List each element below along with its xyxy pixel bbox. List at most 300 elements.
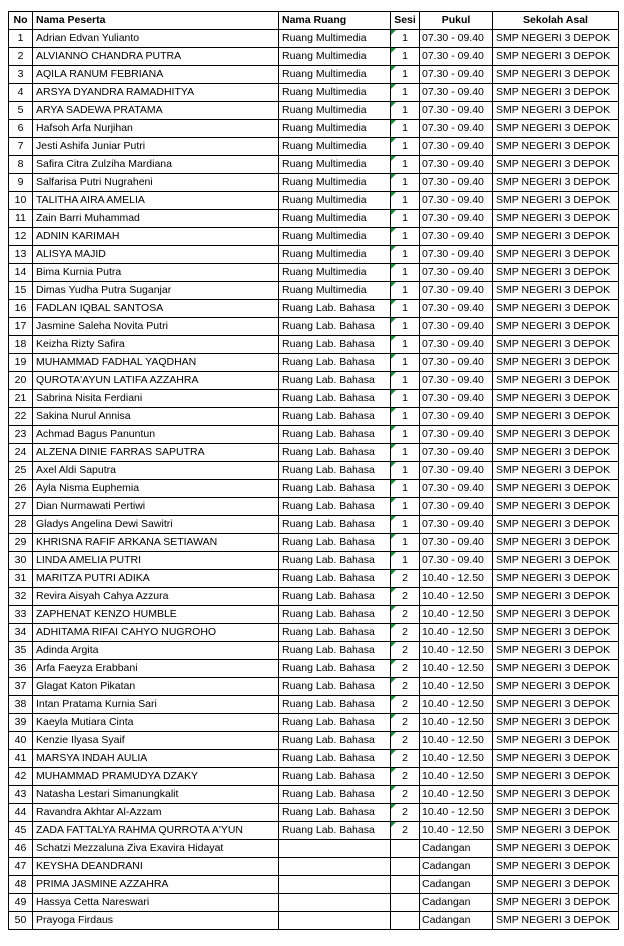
cell-pukul[interactable] [420,732,493,750]
cell-pukul[interactable] [420,300,493,318]
cell-pukul[interactable] [420,696,493,714]
cell-nama-peserta[interactable] [33,336,279,354]
cell-sesi[interactable] [391,714,420,732]
cell-nama-ruang[interactable] [279,174,391,192]
cell-nama-ruang[interactable] [279,858,391,876]
cell-sekolah-asal[interactable] [493,732,619,750]
cell-sesi[interactable] [391,354,420,372]
cell-nama-peserta[interactable] [33,588,279,606]
cell-sesi[interactable] [391,858,420,876]
cell-sekolah-asal[interactable] [493,192,619,210]
header-nama-peserta[interactable]: Nama Peserta [33,12,279,30]
cell-nama-peserta[interactable] [33,804,279,822]
cell-nama-ruang[interactable] [279,138,391,156]
cell-pukul[interactable] [420,408,493,426]
cell-sekolah-asal[interactable] [493,300,619,318]
cell-no[interactable] [9,30,33,48]
cell-nama-peserta[interactable] [33,714,279,732]
cell-nama-peserta[interactable] [33,858,279,876]
cell-nama-peserta[interactable] [33,300,279,318]
cell-no[interactable] [9,516,33,534]
cell-no[interactable] [9,390,33,408]
cell-nama-peserta[interactable] [33,606,279,624]
cell-no[interactable] [9,534,33,552]
cell-nama-peserta[interactable] [33,66,279,84]
header-no[interactable]: No [9,12,33,30]
header-nama-ruang[interactable]: Nama Ruang [279,12,391,30]
header-pukul[interactable]: Pukul [420,12,493,30]
cell-nama-peserta[interactable] [33,192,279,210]
cell-sesi[interactable] [391,426,420,444]
cell-pukul[interactable] [420,192,493,210]
cell-pukul[interactable] [420,570,493,588]
cell-nama-peserta[interactable] [33,48,279,66]
cell-sekolah-asal[interactable] [493,462,619,480]
cell-sekolah-asal[interactable] [493,678,619,696]
cell-sekolah-asal[interactable] [493,156,619,174]
cell-sesi[interactable] [391,624,420,642]
cell-no[interactable] [9,336,33,354]
cell-pukul[interactable] [420,912,493,930]
cell-nama-ruang[interactable] [279,786,391,804]
cell-sekolah-asal[interactable] [493,894,619,912]
cell-no[interactable] [9,408,33,426]
cell-no[interactable] [9,678,33,696]
cell-nama-peserta[interactable] [33,678,279,696]
cell-no[interactable] [9,462,33,480]
cell-no[interactable] [9,228,33,246]
cell-sekolah-asal[interactable] [493,642,619,660]
cell-nama-ruang[interactable] [279,606,391,624]
cell-sekolah-asal[interactable] [493,750,619,768]
cell-sesi[interactable] [391,750,420,768]
cell-pukul[interactable] [420,804,493,822]
cell-no[interactable] [9,876,33,894]
cell-no[interactable] [9,570,33,588]
cell-sesi[interactable] [391,174,420,192]
cell-nama-ruang[interactable] [279,480,391,498]
cell-pukul[interactable] [420,750,493,768]
cell-pukul[interactable] [420,840,493,858]
cell-sekolah-asal[interactable] [493,372,619,390]
cell-nama-ruang[interactable] [279,210,391,228]
cell-sekolah-asal[interactable] [493,30,619,48]
cell-sekolah-asal[interactable] [493,840,619,858]
cell-no[interactable] [9,894,33,912]
cell-pukul[interactable] [420,858,493,876]
cell-nama-ruang[interactable] [279,768,391,786]
cell-nama-peserta[interactable] [33,660,279,678]
cell-sesi[interactable] [391,228,420,246]
cell-no[interactable] [9,786,33,804]
cell-sesi[interactable] [391,552,420,570]
cell-sesi[interactable] [391,570,420,588]
cell-sesi[interactable] [391,444,420,462]
cell-nama-peserta[interactable] [33,876,279,894]
cell-sekolah-asal[interactable] [493,246,619,264]
cell-nama-ruang[interactable] [279,84,391,102]
cell-sesi[interactable] [391,516,420,534]
cell-pukul[interactable] [420,714,493,732]
cell-sesi[interactable] [391,300,420,318]
cell-nama-peserta[interactable] [33,696,279,714]
cell-sesi[interactable] [391,912,420,930]
cell-pukul[interactable] [420,444,493,462]
cell-no[interactable] [9,732,33,750]
cell-pukul[interactable] [420,678,493,696]
cell-nama-ruang[interactable] [279,912,391,930]
cell-pukul[interactable] [420,498,493,516]
cell-pukul[interactable] [420,372,493,390]
cell-no[interactable] [9,102,33,120]
cell-pukul[interactable] [420,390,493,408]
cell-sekolah-asal[interactable] [493,822,619,840]
cell-sesi[interactable] [391,804,420,822]
cell-no[interactable] [9,912,33,930]
cell-nama-peserta[interactable] [33,912,279,930]
cell-pukul[interactable] [420,30,493,48]
cell-pukul[interactable] [420,516,493,534]
cell-sekolah-asal[interactable] [493,876,619,894]
cell-sesi[interactable] [391,660,420,678]
cell-nama-ruang[interactable] [279,48,391,66]
cell-sesi[interactable] [391,768,420,786]
cell-sekolah-asal[interactable] [493,228,619,246]
cell-nama-ruang[interactable] [279,876,391,894]
cell-nama-ruang[interactable] [279,66,391,84]
cell-nama-ruang[interactable] [279,426,391,444]
cell-sesi[interactable] [391,642,420,660]
cell-sekolah-asal[interactable] [493,102,619,120]
cell-nama-ruang[interactable] [279,228,391,246]
cell-sesi[interactable] [391,264,420,282]
cell-sesi[interactable] [391,696,420,714]
cell-no[interactable] [9,120,33,138]
cell-nama-ruang[interactable] [279,624,391,642]
cell-nama-ruang[interactable] [279,552,391,570]
cell-no[interactable] [9,210,33,228]
cell-sekolah-asal[interactable] [493,480,619,498]
cell-sesi[interactable] [391,822,420,840]
cell-nama-ruang[interactable] [279,804,391,822]
cell-sesi[interactable] [391,48,420,66]
cell-no[interactable] [9,642,33,660]
header-sesi[interactable]: Sesi [391,12,420,30]
cell-sekolah-asal[interactable] [493,552,619,570]
cell-sekolah-asal[interactable] [493,318,619,336]
cell-nama-ruang[interactable] [279,696,391,714]
cell-nama-peserta[interactable] [33,552,279,570]
cell-nama-peserta[interactable] [33,84,279,102]
cell-sesi[interactable] [391,84,420,102]
cell-nama-peserta[interactable] [33,30,279,48]
cell-sesi[interactable] [391,480,420,498]
cell-sesi[interactable] [391,408,420,426]
cell-sekolah-asal[interactable] [493,624,619,642]
cell-pukul[interactable] [420,822,493,840]
cell-sekolah-asal[interactable] [493,768,619,786]
cell-sesi[interactable] [391,246,420,264]
cell-pukul[interactable] [420,534,493,552]
cell-sesi[interactable] [391,120,420,138]
cell-sesi[interactable] [391,192,420,210]
cell-no[interactable] [9,840,33,858]
cell-nama-peserta[interactable] [33,624,279,642]
cell-sekolah-asal[interactable] [493,120,619,138]
cell-no[interactable] [9,714,33,732]
cell-nama-peserta[interactable] [33,318,279,336]
cell-no[interactable] [9,246,33,264]
cell-nama-peserta[interactable] [33,264,279,282]
cell-pukul[interactable] [420,318,493,336]
cell-pukul[interactable] [420,228,493,246]
cell-nama-ruang[interactable] [279,354,391,372]
cell-no[interactable] [9,480,33,498]
cell-nama-peserta[interactable] [33,534,279,552]
cell-sekolah-asal[interactable] [493,282,619,300]
cell-no[interactable] [9,426,33,444]
cell-sekolah-asal[interactable] [493,660,619,678]
cell-sesi[interactable] [391,462,420,480]
cell-sekolah-asal[interactable] [493,588,619,606]
cell-nama-peserta[interactable] [33,462,279,480]
cell-pukul[interactable] [420,624,493,642]
cell-no[interactable] [9,444,33,462]
cell-no[interactable] [9,588,33,606]
cell-nama-ruang[interactable] [279,570,391,588]
cell-sekolah-asal[interactable] [493,498,619,516]
cell-pukul[interactable] [420,462,493,480]
cell-no[interactable] [9,354,33,372]
cell-pukul[interactable] [420,894,493,912]
cell-nama-peserta[interactable] [33,426,279,444]
cell-nama-ruang[interactable] [279,642,391,660]
cell-nama-peserta[interactable] [33,282,279,300]
cell-nama-peserta[interactable] [33,480,279,498]
cell-nama-peserta[interactable] [33,786,279,804]
cell-no[interactable] [9,606,33,624]
cell-sesi[interactable] [391,606,420,624]
cell-no[interactable] [9,858,33,876]
cell-no[interactable] [9,48,33,66]
cell-nama-ruang[interactable] [279,390,391,408]
header-sekolah-asal[interactable]: Sekolah Asal [493,12,619,30]
cell-sekolah-asal[interactable] [493,804,619,822]
cell-sesi[interactable] [391,534,420,552]
cell-nama-peserta[interactable] [33,156,279,174]
cell-pukul[interactable] [420,588,493,606]
cell-sekolah-asal[interactable] [493,84,619,102]
cell-nama-ruang[interactable] [279,246,391,264]
cell-nama-peserta[interactable] [33,174,279,192]
cell-nama-peserta[interactable] [33,120,279,138]
cell-nama-ruang[interactable] [279,750,391,768]
cell-sekolah-asal[interactable] [493,336,619,354]
cell-sekolah-asal[interactable] [493,354,619,372]
cell-sesi[interactable] [391,372,420,390]
cell-no[interactable] [9,264,33,282]
cell-pukul[interactable] [420,354,493,372]
cell-nama-peserta[interactable] [33,570,279,588]
cell-nama-ruang[interactable] [279,372,391,390]
cell-nama-ruang[interactable] [279,678,391,696]
cell-no[interactable] [9,84,33,102]
cell-sesi[interactable] [391,876,420,894]
cell-nama-peserta[interactable] [33,894,279,912]
cell-nama-ruang[interactable] [279,732,391,750]
cell-sesi[interactable] [391,156,420,174]
cell-sekolah-asal[interactable] [493,570,619,588]
cell-pukul[interactable] [420,282,493,300]
cell-nama-ruang[interactable] [279,336,391,354]
cell-pukul[interactable] [420,264,493,282]
cell-sesi[interactable] [391,66,420,84]
cell-sesi[interactable] [391,894,420,912]
cell-pukul[interactable] [420,48,493,66]
cell-pukul[interactable] [420,876,493,894]
cell-pukul[interactable] [420,336,493,354]
cell-nama-ruang[interactable] [279,462,391,480]
cell-pukul[interactable] [420,552,493,570]
cell-nama-peserta[interactable] [33,408,279,426]
cell-sesi[interactable] [391,210,420,228]
cell-nama-peserta[interactable] [33,750,279,768]
cell-no[interactable] [9,282,33,300]
cell-nama-ruang[interactable] [279,840,391,858]
cell-no[interactable] [9,822,33,840]
cell-sekolah-asal[interactable] [493,858,619,876]
cell-no[interactable] [9,66,33,84]
cell-nama-ruang[interactable] [279,156,391,174]
cell-pukul[interactable] [420,84,493,102]
cell-pukul[interactable] [420,660,493,678]
cell-nama-ruang[interactable] [279,822,391,840]
cell-sekolah-asal[interactable] [493,426,619,444]
cell-no[interactable] [9,174,33,192]
cell-no[interactable] [9,624,33,642]
cell-sekolah-asal[interactable] [493,408,619,426]
cell-nama-ruang[interactable] [279,264,391,282]
cell-no[interactable] [9,498,33,516]
cell-sesi[interactable] [391,732,420,750]
cell-nama-ruang[interactable] [279,300,391,318]
cell-nama-ruang[interactable] [279,318,391,336]
cell-nama-peserta[interactable] [33,516,279,534]
cell-sekolah-asal[interactable] [493,912,619,930]
cell-sekolah-asal[interactable] [493,696,619,714]
cell-pukul[interactable] [420,138,493,156]
cell-sesi[interactable] [391,30,420,48]
cell-nama-peserta[interactable] [33,840,279,858]
cell-nama-ruang[interactable] [279,408,391,426]
cell-nama-peserta[interactable] [33,102,279,120]
cell-sekolah-asal[interactable] [493,390,619,408]
cell-sekolah-asal[interactable] [493,444,619,462]
cell-pukul[interactable] [420,768,493,786]
cell-nama-ruang[interactable] [279,894,391,912]
cell-nama-ruang[interactable] [279,660,391,678]
cell-pukul[interactable] [420,246,493,264]
cell-sekolah-asal[interactable] [493,534,619,552]
cell-nama-ruang[interactable] [279,102,391,120]
cell-sesi[interactable] [391,390,420,408]
cell-sesi[interactable] [391,138,420,156]
cell-sesi[interactable] [391,102,420,120]
cell-nama-ruang[interactable] [279,516,391,534]
cell-nama-peserta[interactable] [33,822,279,840]
cell-no[interactable] [9,372,33,390]
cell-nama-ruang[interactable] [279,588,391,606]
cell-nama-peserta[interactable] [33,138,279,156]
cell-nama-ruang[interactable] [279,534,391,552]
cell-sekolah-asal[interactable] [493,210,619,228]
cell-sesi[interactable] [391,840,420,858]
cell-pukul[interactable] [420,66,493,84]
cell-nama-peserta[interactable] [33,444,279,462]
cell-no[interactable] [9,750,33,768]
cell-sekolah-asal[interactable] [493,714,619,732]
cell-nama-ruang[interactable] [279,120,391,138]
cell-pukul[interactable] [420,156,493,174]
cell-pukul[interactable] [420,120,493,138]
cell-nama-ruang[interactable] [279,282,391,300]
cell-no[interactable] [9,768,33,786]
cell-sekolah-asal[interactable] [493,174,619,192]
cell-pukul[interactable] [420,174,493,192]
cell-sekolah-asal[interactable] [493,516,619,534]
cell-nama-ruang[interactable] [279,192,391,210]
cell-sekolah-asal[interactable] [493,66,619,84]
cell-sesi[interactable] [391,498,420,516]
cell-sesi[interactable] [391,786,420,804]
cell-sekolah-asal[interactable] [493,264,619,282]
cell-no[interactable] [9,552,33,570]
cell-nama-ruang[interactable] [279,498,391,516]
cell-nama-ruang[interactable] [279,714,391,732]
cell-sekolah-asal[interactable] [493,138,619,156]
cell-sekolah-asal[interactable] [493,606,619,624]
cell-nama-ruang[interactable] [279,30,391,48]
cell-nama-peserta[interactable] [33,390,279,408]
cell-pukul[interactable] [420,210,493,228]
cell-no[interactable] [9,300,33,318]
cell-sesi[interactable] [391,336,420,354]
cell-nama-peserta[interactable] [33,732,279,750]
cell-nama-peserta[interactable] [33,372,279,390]
cell-no[interactable] [9,660,33,678]
cell-nama-ruang[interactable] [279,444,391,462]
cell-sesi[interactable] [391,318,420,336]
cell-sekolah-asal[interactable] [493,48,619,66]
cell-no[interactable] [9,156,33,174]
cell-sekolah-asal[interactable] [493,786,619,804]
cell-pukul[interactable] [420,426,493,444]
cell-nama-peserta[interactable] [33,210,279,228]
cell-nama-peserta[interactable] [33,228,279,246]
cell-no[interactable] [9,318,33,336]
cell-no[interactable] [9,804,33,822]
cell-pukul[interactable] [420,102,493,120]
cell-sesi[interactable] [391,282,420,300]
cell-no[interactable] [9,138,33,156]
cell-pukul[interactable] [420,642,493,660]
cell-nama-peserta[interactable] [33,642,279,660]
cell-nama-peserta[interactable] [33,354,279,372]
cell-pukul[interactable] [420,606,493,624]
cell-nama-peserta[interactable] [33,498,279,516]
cell-no[interactable] [9,696,33,714]
cell-nama-peserta[interactable] [33,246,279,264]
